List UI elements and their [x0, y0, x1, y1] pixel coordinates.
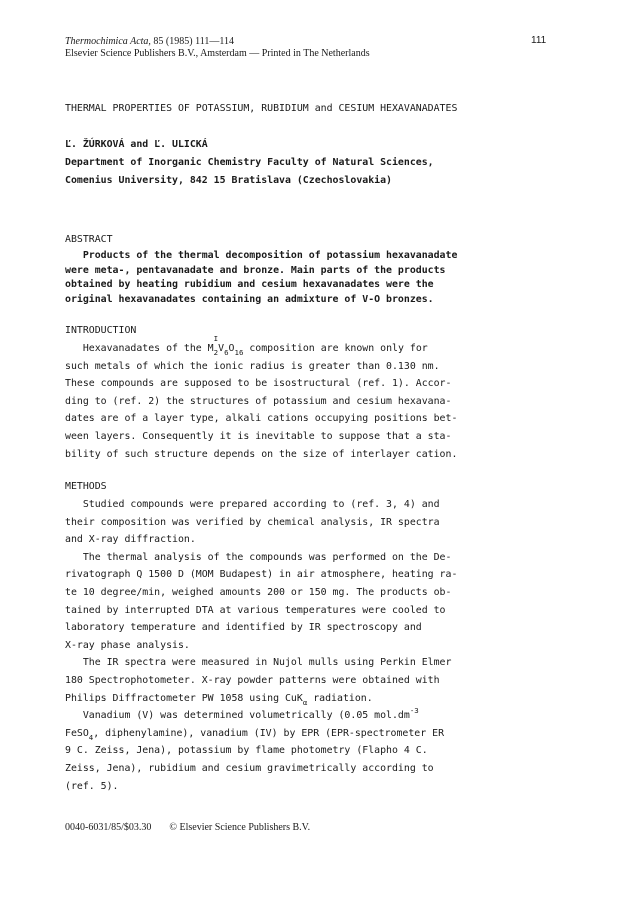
abstract-line: were meta-, pentavanadate and bronze. Main parts of the products [65, 264, 446, 276]
introduction-line: such metals of which the ionic radius is greater than 0.130 nm. [65, 360, 440, 372]
issn-price-code: 0040-6031/85/$03.30 [65, 822, 152, 833]
formula-subscript: 2 [213, 348, 219, 357]
introduction-line: dates are of a layer type, alkali cations occupying positions bet- [65, 413, 458, 425]
methods-line: 180 Spectrophotometer. X-ray powder patterns were obtained with [65, 674, 440, 686]
abstract-body [65, 249, 457, 307]
introduction-body [65, 334, 458, 463]
methods-line [65, 725, 457, 743]
methods-line: tained by interrupted DTA at various temperatures were cooled to [65, 604, 446, 616]
section-heading-introduction: INTRODUCTION [65, 325, 137, 336]
abstract-line: obtained by heating rubidium and cesium hexavanadates were the [65, 279, 434, 290]
introduction-line: bility of such structure depends on the size of interlayer cation. [65, 448, 458, 460]
methods-line [65, 707, 457, 725]
methods-line: te 10 degree/min, weighed amounts 200 or 150 mg. The products ob- [65, 586, 452, 598]
formula-text: O [228, 343, 235, 354]
journal-volume-pages: 85 (1985) 111—114 [150, 36, 234, 47]
text-run: Philips Diffractometer PW 1058 using CuK [65, 692, 303, 704]
copyright-notice: © Elsevier Science Publishers B.V. [169, 822, 311, 833]
introduction-line: ding to (ref. 2) the structures of potassium and cesium hexavana- [65, 395, 452, 407]
methods-line: and X-ray diffraction. [65, 534, 196, 546]
authors: Ľ. ŽÚRKOVÁ and Ľ. ULICKÁ [65, 139, 208, 150]
introduction-line [65, 334, 457, 358]
methods-line: X-ray phase analysis. [65, 639, 190, 651]
formula-subscript: 16 [234, 348, 244, 357]
methods-line: their composition was verified by chemical analysis, IR spectra [65, 516, 440, 528]
section-heading-methods: METHODS [65, 481, 107, 492]
formula-subscript: 4 [88, 732, 94, 742]
affiliation-line: Department of Inorganic Chemistry Faculty of Natural Sciences, [65, 157, 434, 168]
methods-line [65, 690, 457, 708]
methods-line: (ref. 5). [65, 780, 119, 792]
text-run: , diphenylamine), vanadium (IV) by EPR (EPR-spectrometer ER [93, 727, 445, 739]
methods-line: 9 C. Zeiss, Jena), potassium by flame photometry (Flapho 4 C. [65, 745, 428, 757]
formula-text: V [218, 343, 225, 354]
abstract-line: Products of the thermal decomposition of potassium hexavanadate [65, 250, 458, 261]
journal-name: Thermochimica Acta, [65, 36, 151, 47]
alpha-subscript: α [302, 697, 308, 707]
methods-line: The thermal analysis of the compounds was performed on the De- [65, 551, 452, 563]
footer [65, 822, 310, 833]
journal-citation [65, 36, 234, 48]
text-run: FeSO [65, 727, 89, 739]
methods-body [65, 496, 457, 795]
formula-superscript: I [213, 334, 219, 343]
affiliation-line: Comenius University, 842 15 Bratislava (Czechoslovakia) [65, 175, 392, 186]
abstract-line: original hexavanadates containing an admixture of V-O bronzes. [65, 293, 434, 305]
text-run: composition are known only for [243, 343, 428, 354]
exponent-superscript: -3 [409, 706, 419, 716]
methods-line: laboratory temperature and identified by IR spectroscopy and [65, 622, 422, 634]
formula-subscript: 6 [224, 348, 229, 357]
text-run: Vanadium (V) was determined volumetrically (0.05 mol.dm [65, 710, 410, 722]
publisher-line: Elsevier Science Publishers B.V., Amsterdam — Printed in The Netherlands [65, 48, 370, 59]
methods-line: Zeiss, Jena), rubidium and cesium gravimetrically according to [65, 762, 434, 774]
chemical-formula [213, 334, 219, 358]
page-number: 111 [531, 35, 547, 46]
introduction-line: These compounds are supposed to be isostructural (ref. 1). Accor- [65, 378, 452, 390]
section-heading-abstract: ABSTRACT [65, 234, 113, 245]
paper-title: THERMAL PROPERTIES OF POTASSIUM, RUBIDIUM and CESIUM HEXAVANADATES [65, 103, 458, 114]
introduction-line: ween layers. Consequently it is inevitable to suppose that a sta- [65, 430, 452, 442]
methods-line: Studied compounds were prepared according to (ref. 3, 4) and [65, 499, 440, 510]
text-run: radiation. [307, 692, 373, 704]
methods-line: rivatograph Q 1500 D (MOM Budapest) in air atmosphere, heating ra- [65, 569, 458, 581]
text-run: Hexavanadates of the M [65, 343, 214, 354]
methods-line: The IR spectra were measured in Nujol mulls using Perkin Elmer [65, 657, 452, 669]
